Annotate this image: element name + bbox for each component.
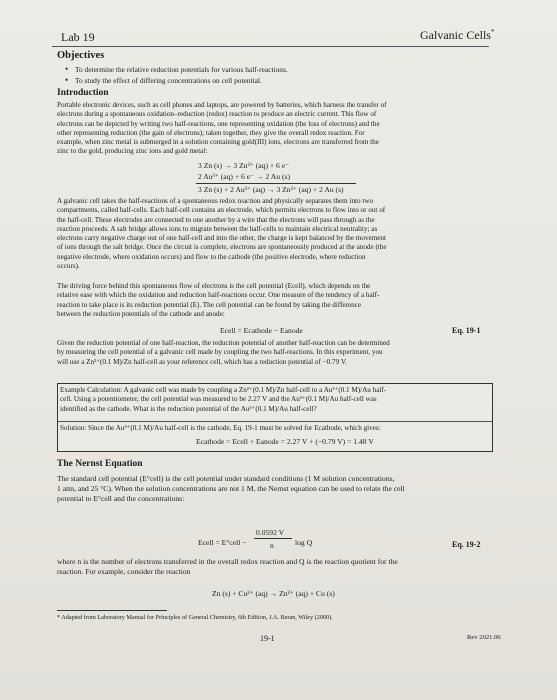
title-text: Galvanic Cells xyxy=(420,28,491,42)
text-line: will use a Zn²⁺(0.1 M)/Zn half-cell as your reference cell, which has a reduction potential of −0.79 V. xyxy=(57,357,347,366)
text-line: by measuring the cell potential of a galvanic cell made by coupling the two half-reactions. In this experiment, you xyxy=(57,348,383,357)
text-line: electrons can be depicted by writing two half-reactions, one representing oxidation (the loss of electrons) and the xyxy=(57,119,380,128)
text-line: relative ease with which the oxidation and reduction half-reactions occur. One measure of the tendency of a half- xyxy=(57,291,380,300)
text-line: The standard cell potential (E°cell) is the cell potential under standard conditions (1 M solution concentrations, xyxy=(57,474,395,483)
text-line: identified as the cathode. What is the reduction potential of the Au³⁺(0.1 M)/Au half-cell? xyxy=(60,404,317,413)
page-number: 19-1 xyxy=(260,634,275,643)
nernst-fraction-numerator: 0.0592 V xyxy=(256,528,285,537)
text-line: cell. Using a potentiometer, the cell potential was measured to be 2.27 V and the Au³⁺(0.1 M)/Au half-cell was xyxy=(60,395,377,404)
equation-19-2-label: Eq. 19-2 xyxy=(452,540,481,549)
header-rule xyxy=(52,46,489,47)
nernst-paragraph-1 xyxy=(57,474,405,505)
example-calculation-text xyxy=(60,386,386,414)
overall-reaction: 3 Zn (s) + 2 Au³⁺ (aq) → 3 Zn²⁺ (aq) + 2 Au (s) xyxy=(198,185,344,194)
nernst-fraction-denominator: n xyxy=(270,541,274,550)
text-line: negative electrode, where oxidation occurs) and flow to the cathode (the positive electrode, where reduction xyxy=(57,252,366,261)
example-solution-equation: Ecathode = Ecell + Eanode = 2.27 V + (−0.79 V) = 1.48 V xyxy=(196,437,374,446)
bullet-icon: • xyxy=(65,64,69,74)
text-line: A galvanic cell takes the half-reactions of a spontaneous redox reaction and physically separates them into two xyxy=(57,197,374,205)
objective-item xyxy=(65,64,288,74)
footnote-rule xyxy=(57,610,167,611)
nernst-equation-rhs: log Q xyxy=(295,538,313,547)
half-reaction-reduction: 2 Au³⁺ (aq) + 6 e⁻ → 2 Au (s) xyxy=(198,172,290,181)
text-line: reaction. For example, consider the reaction xyxy=(57,567,191,577)
text-line: Example Calculation: A galvanic cell was made by coupling a Zn²⁺(0.1 M)/Zn half-cell to a Au³⁺(0.1 M)/Au half- xyxy=(60,386,387,394)
equation-sum-bar xyxy=(196,183,356,184)
intro-paragraph-2 xyxy=(57,197,387,271)
text-line: occurs). xyxy=(57,262,80,271)
text-line: of ions through the salt bridge. Once the circuit is complete, electrons are spontaneously produced at the anode (the xyxy=(57,243,387,252)
objective-text: To determine the relative reduction potentials for various half-reactions. xyxy=(75,65,288,74)
intro-paragraph-4 xyxy=(57,339,390,367)
text-line: Portable electronic devices, such as cell phones and laptops, are powered by batteries, which harness the transfer of xyxy=(57,101,387,109)
objective-item xyxy=(65,75,262,85)
nernst-fraction-bar xyxy=(254,538,292,539)
text-line: where n is the number of electrons transferred in the overall redox reaction and Q is the reaction quotient for the xyxy=(57,557,398,566)
introduction-heading: Introduction xyxy=(57,88,109,98)
equation-19-1-label: Eq. 19-1 xyxy=(452,326,481,335)
bullet-icon: • xyxy=(65,75,69,85)
revision-label: Rev 2021.06 xyxy=(467,634,501,641)
objectives-heading: Objectives xyxy=(57,50,105,61)
text-line: The driving force behind this spontaneous flow of electrons is the cell potential (Ecell), which depends on the xyxy=(57,282,371,290)
half-reaction-oxidation: 3 Zn (s) → 3 Zn²⁺ (aq) + 6 e⁻ xyxy=(198,161,290,170)
text-line: example, when zinc metal is submerged in a solution containing gold(III) ions, electrons are transferred from the xyxy=(57,138,379,147)
example-solution-text xyxy=(60,424,381,433)
text-line: other representing reduction (the gain of electrons); taken together, they give the overall redox reaction. For xyxy=(57,128,365,137)
text-line: electrons carry negative charge out of one half-cell and into the other, the charge is kept balanced by the movement xyxy=(57,234,386,243)
document-title xyxy=(420,28,494,43)
intro-paragraph-1 xyxy=(57,101,387,157)
text-line: potential to E°cell and the concentrations: xyxy=(57,494,185,504)
nernst-heading: The Nernst Equation xyxy=(57,459,143,469)
text-line: the half-cell. These electrodes are connected to one another by a wire that the electrons will pass through as the xyxy=(57,215,375,224)
text-line: compartments, called half-cells. Each half-cell contains an electrode, which permits electrons to flow into or out of xyxy=(57,206,386,215)
footnote: * Adapted from Laboratory Manual for Principles of General Chemistry, 6th Edition, J.A. Beran, Wiley (2000). xyxy=(57,614,333,621)
nernst-paragraph-2 xyxy=(57,557,398,577)
intro-paragraph-3 xyxy=(57,282,379,319)
text-line: 1 atm, and 25 °C). When the solution concentrations are not 1 M, the Nernst equation can be used to relate the cell xyxy=(57,484,405,494)
text-line: reaction proceeds. A salt bridge allows ions to migrate between the half-cells to maintain electrical neutrality; as xyxy=(57,224,378,233)
lab-number: Lab 19 xyxy=(61,30,95,44)
equation-19-1: Ecell = Ecathode − Eanode xyxy=(220,326,303,335)
text-line: reaction to take place is its reduction potential (E). The cell potential can be found by taking the difference xyxy=(57,300,362,309)
text-line: zinc to the gold, producing zinc ions and gold metal: xyxy=(57,147,208,156)
objective-text: To study the effect of differing concentrations on cell potential. xyxy=(75,76,262,85)
text-line: Solution: Since the Au³⁺(0.1 M)/Au half-cell is the cathode, Eq. 19-1 must be solved for Ecathode, which gives: xyxy=(60,424,381,432)
text-line: electrons during a spontaneous oxidation–reduction (redox) reaction to produce an electric current. This flow of xyxy=(57,110,377,119)
text-line: between the reduction potentials of the cathode and anode: xyxy=(57,309,225,318)
nernst-example-reaction: Zn (s) + Cu²⁺ (aq) → Zn²⁺ (aq) + Cu (s) xyxy=(212,589,335,598)
text-line: Given the reduction potential of one half-reaction, the reduction potential of another half-reaction can be determined xyxy=(57,339,390,347)
title-footnote-mark: * xyxy=(490,28,495,36)
nernst-equation-lhs: Ecell = E°cell − xyxy=(198,538,247,547)
